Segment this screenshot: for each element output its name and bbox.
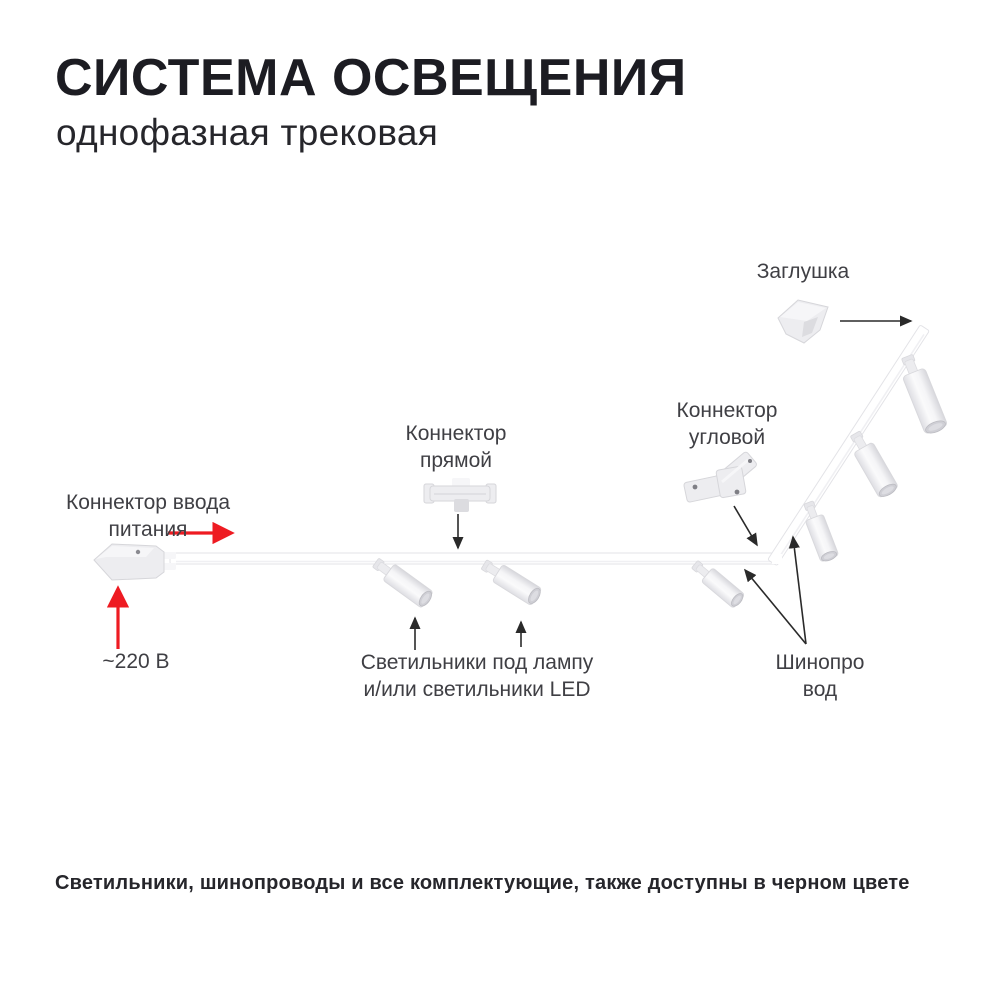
track-horizontal bbox=[170, 553, 778, 564]
page-title: СИСТЕМА ОСВЕЩЕНИЯ bbox=[55, 49, 687, 107]
footer-note: Светильники, шинопроводы и все комплектующие, также доступны в черном цвете bbox=[55, 872, 910, 894]
label-spotlights: Светильники под лампу и/или светильники LED bbox=[360, 651, 594, 701]
label-straight-connector: Коннектор прямой bbox=[405, 422, 507, 472]
end-cap bbox=[778, 300, 828, 343]
straight-connector bbox=[424, 478, 496, 512]
spotlight bbox=[845, 428, 899, 500]
spotlight bbox=[800, 499, 840, 563]
arrow-corner-connector bbox=[734, 506, 757, 545]
label-corner-connector: Коннектор угловой bbox=[676, 399, 778, 449]
spotlight bbox=[896, 352, 949, 436]
label-busbar: Шинопро вод bbox=[775, 651, 865, 701]
track-corner-joint bbox=[772, 554, 782, 564]
label-end-cap: Заглушка bbox=[756, 260, 850, 283]
spotlight bbox=[689, 557, 746, 609]
arrow-busbar-1 bbox=[745, 570, 806, 644]
corner-connector bbox=[683, 451, 757, 503]
power-input-connector bbox=[94, 544, 176, 580]
arrow-busbar-2 bbox=[793, 537, 806, 644]
label-voltage: ~220 В bbox=[102, 650, 170, 673]
page-subtitle: однофазная трековая bbox=[56, 112, 439, 153]
connector-screw-dot bbox=[136, 550, 140, 554]
label-power-connector: Коннектор ввода питания bbox=[65, 491, 231, 541]
